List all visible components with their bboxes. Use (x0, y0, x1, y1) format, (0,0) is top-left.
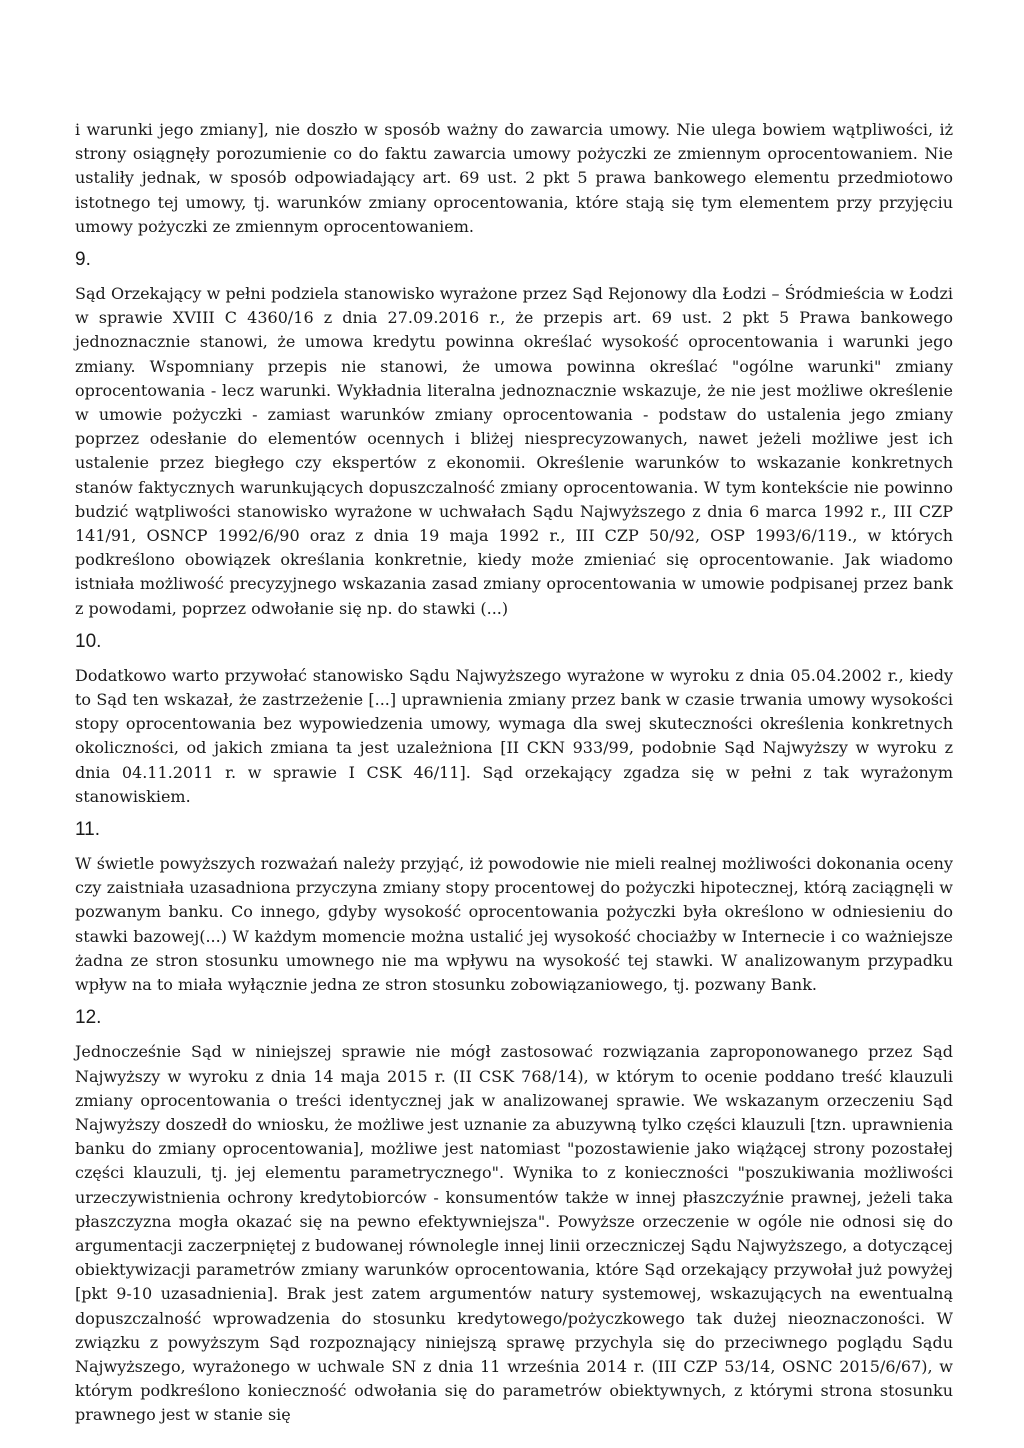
paragraph-11: W świetle powyższych rozważań należy przyjąć, iż powodowie nie mieli realnej możliwości dokonania oceny czy zaistniała uzasadniona przyczyna zmiany stopy procentowej do pożyczki hipotecznej, którą zaciągnęli w pozwanym banku. Co innego, gdyby wysokość oprocentowania pożyczki była określono w odniesieniu do stawki bazowej(...) W każdym momencie można ustalić jej wysokość chociażby w Internecie i co ważniejsze żadna ze stron stosunku umownego nie ma wpływu na wysokość tej stawki. W analizowanym przypadku wpływ na to miała wyłącznie jedna ze stron stosunku zobowiązaniowego, tj. pozwany Bank. (75, 854, 953, 995)
paragraph-10: Dodatkowo warto przywołać stanowisko Sądu Najwyższego wyrażone w wyroku z dnia 05.04.2002 r., kiedy to Sąd ten wskazał, że zastrzeżenie [...] uprawnienia zmiany przez bank w czasie trwania umowy wysokości stopy oprocentowania bez wypowiedzenia umowy, wymaga dla swej skuteczności określenia konkretnych okoliczności, od jakich zmiana ta jest uzależniona [II CKN 933/99, podobnie Sąd Najwyższy w wyroku z dnia 04.11.2011 r. w sprawie I CSK 46/11]. Sąd orzekający zgadza się w pełni z tak wyrażonym stanowiskiem. (75, 665, 953, 806)
section-number-12: 12. (75, 1007, 102, 1029)
document-page (75, 118, 953, 1428)
paragraph-9: Sąd Orzekający w pełni podziela stanowisko wyrażone przez Sąd Rejonowy dla Łodzi – Śródmieścia w Łodzi w sprawie XVIII C 4360/16 z dnia 27.09.2016 r., że przepis art. 69 ust. 2 pkt 5 Prawa bankowego jednoznacznie stanowi, że umowa kredytu powinna określać wysokość oprocentowania i warunki jego zmiany. Wspomniany przepis nie stanowi, że umowa powinna określać "ogólne warunki" zmiany oprocentowania - lecz warunki. Wykładnia literalna jednoznacznie wskazuje, że nie jest możliwe określenie w umowie pożyczki - zamiast warunków zmiany oprocentowania - podstaw do ustalenia jego zmiany poprzez odesłanie do elementów ocennych i bliżej niesprecyzowanych, nawet jeżeli możliwe jest ich ustalenie przez biegłego czy ekspertów z ekonomii. Określenie warunków to wskazanie konkretnych stanów faktycznych warunkujących dopuszczalność zmiany oprocentowania. W tym kontekście nie powinno budzić wątpliwości stanowisko wyrażone w uchwałach Sądu Najwyższego z dnia 6 marca 1992 r., III CZP 141/91, OSNCP 1992/6/90 oraz z dnia 19 maja 1992 r., III CZP 50/92, OSP 1993/6/119., w których podkreślono obowiązek określania konkretnie, kiedy może zmieniać się oprocentowanie. Jak wiadomo istniała możliwość precyzyjnego wskazania zasad zmiany oprocentowania w umowie podpisanej przez bank z powodami, poprzez odwołanie się np. do stawki (...) (75, 284, 953, 618)
paragraph-continuation: i warunki jego zmiany], nie doszło w sposób ważny do zawarcia umowy. Nie ulega bowiem wątpliwości, iż strony osiągnęły porozumienie co do faktu zawarcia umowy pożyczki ze zmiennym oprocentowaniem. Nie ustaliły jednak, w sposób odpowiadający art. 69 ust. 2 pkt 5 prawa bankowego elementu przedmiotowo istotnego tej umowy, tj. warunków zmiany oprocentowania, które stają się tym elementem przy przyjęciu umowy pożyczki ze zmiennym oprocentowaniem. (75, 120, 953, 236)
section-number-11: 11. (75, 819, 101, 841)
section-number-10: 10. (75, 630, 102, 652)
section-number-9: 9. (75, 249, 91, 271)
paragraph-12: Jednocześnie Sąd w niniejszej sprawie nie mógł zastosować rozwiązania zaproponowanego przez Sąd Najwyższy w wyroku z dnia 14 maja 2015 r. (II CSK 768/14), w którym to ocenie poddano treść klauzuli zmiany oprocentowania o treści identycznej jak w analizowanej sprawie. We wskazanym orzeczeniu Sąd Najwyższy doszedł do wniosku, że możliwe jest uznanie za abuzywną tylko części klauzuli [tzn. uprawnienia banku do zmiany oprocentowania], możliwe jest natomiast "pozostawienie jako wiążącej strony pozostałej części klauzuli, tj. jej elementu parametrycznego". Wynika to z konieczności "poszukiwania możliwości urzeczywistnienia ochrony kredytobiorców - konsumentów także w innej płaszczyźnie prawnej, jeżeli taka płaszczyzna mogła okazać się na pewno efektywniejsza". Powyższe orzeczenie w ogóle nie odnosi się do argumentacji zaczerpniętej z budowanej równolegle innej linii orzeczniczej Sądu Najwyższego, a dotyczącej obiektywizacji parametrów zmiany warunków oprocentowania, które Sąd orzekający przywołał już powyżej [pkt 9-10 uzasadnienia]. Brak jest zatem argumentów natury systemowej, wskazujących na ewentualną dopuszczalność wprowadzenia do stosunku kredytowego/pożyczkowego tak dużej nieoznaczoności. W związku z powyższym Sąd rozpoznający niniejszą sprawę przychyla się do przeciwnego poglądu Sądu Najwyższego, wyrażonego w uchwale SN z dnia 11 września 2014 r. (III CZP 53/14, OSNC 2015/6/67), w którym podkreślono konieczność odwołania się do parametrów obiektywnych, z którymi strona stosunku prawnego jest w stanie się (75, 1042, 953, 1425)
